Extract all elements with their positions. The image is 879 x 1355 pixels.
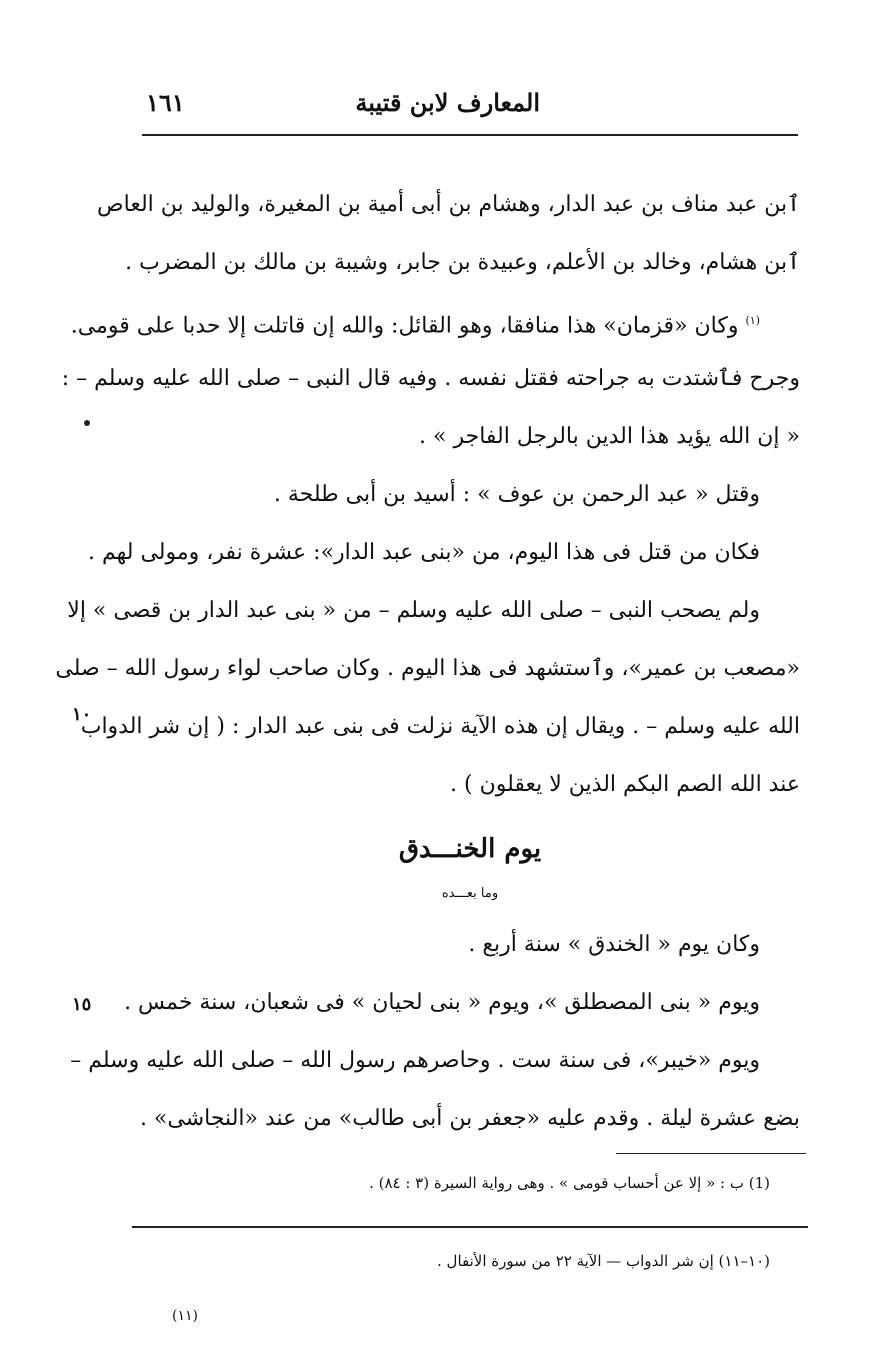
text-line: وجرح فٱشتدت به جراحته فقتل نفسه . وفيه قال النبى – صلى الله عليه وسلم – : [61, 366, 800, 391]
text-line-content: وكان «قزمان» هذا منافقا، وهو القائل: والله إن قاتلت إلا حدبا على قومى. [70, 313, 739, 339]
footnote-marker: (١) [745, 314, 760, 327]
running-title: المعارف لابن قتيبة [355, 88, 540, 117]
text-line: فكان من قتل فى هذا اليوم، من «بنى عبد الدار»: عشرة نفر، ومولى لهم . [87, 540, 760, 565]
text-line: « إن الله يؤيد هذا الدين بالرجل الفاجر » . [419, 424, 800, 449]
footnote-divider [132, 1226, 808, 1228]
section-title: يوم الخنـــدق [398, 834, 542, 864]
text-line: عند الله الصم البكم الذين لا يعقلون ) . [450, 772, 800, 797]
line-number-marker: ١٥ [72, 994, 92, 1015]
signature-mark: (١١) [172, 1308, 198, 1324]
text-line: ولم يصحب النبى – صلى الله عليه وسلم – من « بنى عبد الدار بن قصى » إلا [67, 598, 760, 623]
margin-dot [84, 420, 90, 426]
text-line: الله عليه وسلم – . ويقال إن هذه الآية نزلت فى بنى عبد الدار : ( إن شر الدواب [80, 714, 800, 739]
text-line: ٱبن هشام، وخالد بن الأعلم، وعبيدة بن جابر، وشيبة بن مالك بن المضرب . [125, 250, 800, 275]
text-line: ويوم «خيبر»، فى سنة ست . وحاصرهم رسول الله – صلى الله عليه وسلم – [70, 1048, 760, 1073]
text-line: ٱبن عبد مناف بن عبد الدار، وهشام بن أبى أمية بن المغيرة، والوليد بن العاص [97, 192, 800, 217]
footnote-rule [616, 1153, 806, 1154]
section-subtitle: وما بعـــده [441, 886, 499, 901]
text-line: وكان يوم « الخندق » سنة أربع . [468, 932, 760, 957]
footnote-1: (1) ب : « إلا عن أحساب قومى » . وهى رواية السيرة (٣ : ٨٤) . [369, 1174, 770, 1192]
page-header [142, 80, 798, 134]
line-number-marker: ١٠ [72, 704, 92, 725]
text-line: بضع عشرة ليلة . وقدم عليه «جعفر بن أبى طالب» من عند «النجاشى» . [139, 1106, 800, 1131]
text-line: ويوم « بنى المصطلق »، ويوم « بنى لحيان » فى شعبان، سنة خمس . [124, 990, 760, 1015]
header-rule [142, 134, 798, 136]
text-line: «مصعب بن عمير»، وٱستشهد فى هذا اليوم . وكان صاحب لواء رسول الله – صلى [55, 656, 800, 681]
text-line: وقتل « عبد الرحمن بن عوف » : أسيد بن أبى طلحة . [273, 482, 760, 507]
text-line [70, 292, 800, 350]
page-number: ١٦١ [146, 88, 185, 117]
footnote-2: (١٠–١١) إن شر الدواب — الآية ٢٢ من سورة الأنفال . [437, 1252, 770, 1270]
